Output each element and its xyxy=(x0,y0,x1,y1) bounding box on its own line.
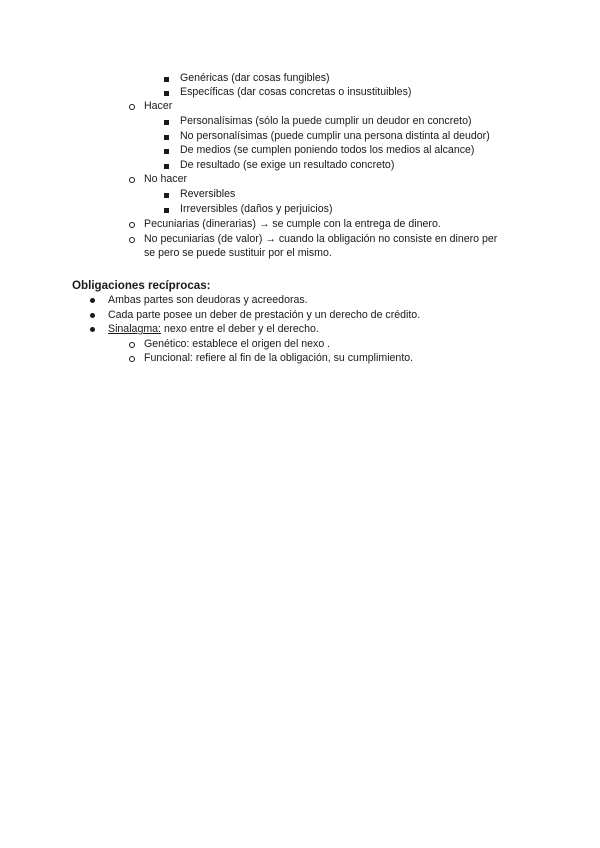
square-bullet-icon xyxy=(164,77,169,82)
square-bullet-icon xyxy=(164,208,169,213)
square-bullet-icon xyxy=(164,135,169,140)
list-item-especificas: Específicas (dar cosas concretas o insustituibles) xyxy=(180,86,412,98)
circle-bullet-icon xyxy=(129,222,135,228)
circle-bullet-icon xyxy=(129,237,135,243)
section-heading: Obligaciones recíprocas: xyxy=(72,279,211,292)
list-item-de-medios: De medios (se cumplen poniendo todos los medios al alcance) xyxy=(180,144,475,156)
list-item-hacer: Hacer xyxy=(144,100,173,112)
square-bullet-icon xyxy=(164,120,169,125)
list-item-reversibles: Reversibles xyxy=(180,188,236,200)
list-item-pecuniarias: Pecuniarias (dinerarias) → se cumple con la entrega de dinero. xyxy=(144,218,441,230)
list-item-no-hacer: No hacer xyxy=(144,173,187,185)
list-item-genericas: Genéricas (dar cosas fungibles) xyxy=(180,72,330,84)
sinalagma-definition: nexo entre el deber y el derecho. xyxy=(161,323,319,335)
square-bullet-icon xyxy=(164,91,169,96)
list-item-personalisimas: Personalísimas (sólo la puede cumplir un deudor en concreto) xyxy=(180,115,472,127)
list-item-ambas-partes: Ambas partes son deudoras y acreedoras. xyxy=(108,294,308,306)
list-item-funcional: Funcional: refiere al fin de la obligación, su cumplimiento. xyxy=(144,352,414,364)
disc-bullet-icon xyxy=(90,327,95,332)
list-item-irreversibles: Irreversibles (daños y perjuicios) xyxy=(180,203,333,215)
sinalagma-term: Sinalagma: xyxy=(108,323,161,335)
circle-bullet-icon xyxy=(129,356,135,362)
disc-bullet-icon xyxy=(90,313,95,318)
square-bullet-icon xyxy=(164,193,169,198)
list-item-no-personalisimas: No personalísimas (puede cumplir una persona distinta al deudor) xyxy=(180,130,490,142)
list-item-de-resultado: De resultado (se exige un resultado concreto) xyxy=(180,159,395,171)
list-item-no-pecuniarias-cont: se pero se puede sustituir por el mismo. xyxy=(144,247,332,259)
circle-bullet-icon xyxy=(129,177,135,183)
list-item-cada-parte: Cada parte posee un deber de prestación y un derecho de crédito. xyxy=(108,309,421,321)
circle-bullet-icon xyxy=(129,104,135,110)
list-item-genetico: Genético: establece el origen del nexo . xyxy=(144,338,331,350)
list-item-no-pecuniarias: No pecuniarias (de valor) → cuando la obligación no consiste en dinero per xyxy=(144,233,498,245)
square-bullet-icon xyxy=(164,164,169,169)
disc-bullet-icon xyxy=(90,298,95,303)
square-bullet-icon xyxy=(164,149,169,154)
circle-bullet-icon xyxy=(129,342,135,348)
list-item-sinalagma xyxy=(108,322,319,336)
